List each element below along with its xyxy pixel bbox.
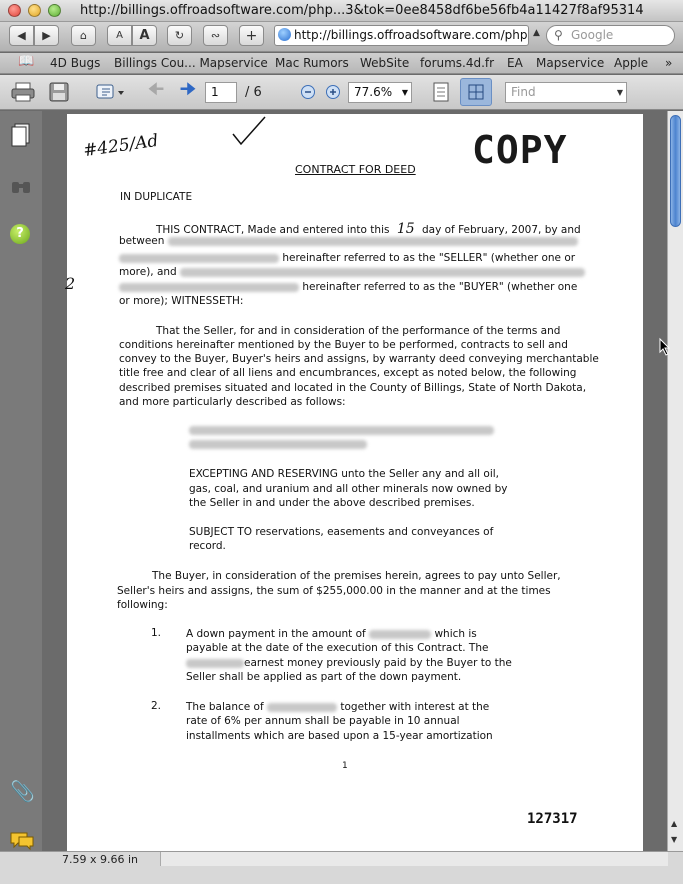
redacted-buyer-address <box>119 283 299 292</box>
horizontal-scrollbar[interactable] <box>160 852 668 866</box>
paragraph-2-line: and more particularly described as follows: <box>119 396 346 408</box>
url-field[interactable]: http://billings.offroadsoftware.com/php <box>274 25 529 46</box>
bookmark-website[interactable]: WebSite <box>360 56 410 70</box>
excepting-line: the Seller in and under the above described premises. <box>189 497 475 509</box>
checkmark-mark <box>229 114 269 150</box>
window-title: http://billings.offroadsoftware.com/php...3&tok=0ee8458df6be56fb4a11427f8af95314 <box>80 3 644 18</box>
item-1-line: earnest money previously paid by the Buyer to the <box>186 657 512 669</box>
item-1-line: A down payment in the amount of which is <box>186 628 477 640</box>
item-2-line: The balance of together with interest at the <box>186 701 490 713</box>
fit-width-button[interactable] <box>460 78 492 106</box>
redacted-legal-description <box>189 424 494 436</box>
subject-line: SUBJECT TO reservations, easements and conveyances of <box>189 526 494 538</box>
bookmarks-overflow-icon[interactable]: » <box>665 56 673 70</box>
redacted-seller-names <box>168 237 578 246</box>
printer-icon <box>11 82 35 102</box>
snapback-icon: ∾ <box>210 29 221 42</box>
bookmark-forums-4d[interactable]: forums.4d.fr <box>420 56 495 70</box>
forward-arrow-icon: ▶ <box>42 29 51 42</box>
handwritten-note: #425/Ad <box>81 130 160 162</box>
bookmark-mac-rumors[interactable]: Mac Rumors <box>275 56 349 70</box>
paragraph-2-line: That the Seller, for and in consideration of the performance of the terms and <box>156 325 561 337</box>
next-page-button[interactable]: 🠊 <box>179 79 197 100</box>
pages-icon[interactable] <box>11 123 31 147</box>
subject-line: record. <box>189 540 226 552</box>
search-icon: ⚲ <box>554 28 563 42</box>
paragraph-1-line-3: hereinafter referred to as the "SELLER" (whether one or <box>119 252 575 264</box>
paragraph-1-line-4: more), and <box>119 266 585 278</box>
minimize-window-button[interactable] <box>28 4 41 17</box>
redacted-down-payment <box>369 630 431 639</box>
page-total: / 6 <box>245 85 262 100</box>
home-icon: ⌂ <box>80 29 87 42</box>
paragraph-2-line: conditions hereinafter mentioned by the Buyer to be performed, contracts to sell and <box>119 339 568 351</box>
find-dropdown-icon: ▼ <box>616 88 623 97</box>
paperclip-icon[interactable]: 📎 <box>10 779 35 803</box>
bookmarks-book-icon[interactable]: 📖 <box>18 54 35 69</box>
pdf-toolbar <box>0 75 683 110</box>
item-1-line: Seller shall be applied as part of the down payment. <box>186 671 462 683</box>
page-size-label: 7.59 x 9.66 in <box>62 853 139 866</box>
zoom-out-button[interactable] <box>295 81 321 103</box>
document-number: 127317 <box>527 811 578 827</box>
save-disk-icon <box>49 82 69 102</box>
reload-button[interactable] <box>167 25 192 46</box>
plus-icon: + <box>245 27 258 44</box>
buyer-paragraph-line: following: <box>117 599 168 611</box>
print-button[interactable] <box>10 81 36 103</box>
scroll-up-icon[interactable]: ▲ <box>671 819 678 828</box>
paragraph-1-line-2: between <box>119 235 578 247</box>
zoom-in-icon <box>325 84 341 100</box>
select-tool-button[interactable] <box>92 81 128 103</box>
redacted-seller-address <box>119 254 279 263</box>
page-number: 1 <box>342 761 348 771</box>
fit-page-button[interactable] <box>428 81 454 103</box>
back-button[interactable] <box>9 25 34 46</box>
fit-width-icon <box>466 82 486 102</box>
save-button[interactable] <box>46 81 72 103</box>
bookmark-billings-mapservice[interactable]: Billings Cou... Mapservice <box>114 56 268 70</box>
document-title: CONTRACT FOR DEED <box>295 163 416 176</box>
vertical-scroll-thumb[interactable] <box>670 115 681 227</box>
paragraph-1-line-1: THIS CONTRACT, Made and entered into this 15 day of February, 2007, by and <box>156 221 581 237</box>
scroll-down-icon[interactable]: ▼ <box>671 835 678 844</box>
globe-icon <box>278 28 291 41</box>
copy-stamp: COPY <box>472 128 568 172</box>
redacted-earnest-money <box>186 659 244 668</box>
buyer-paragraph-line: The Buyer, in consideration of the premises herein, agrees to pay unto Seller, <box>152 570 561 582</box>
sidebar <box>0 111 42 851</box>
mouse-cursor <box>659 338 671 356</box>
add-bookmark-button[interactable] <box>239 25 264 46</box>
paragraph-1-line-5: hereinafter referred to as the "BUYER" (whether one <box>119 281 577 293</box>
bookmark-mapservice[interactable]: Mapservice <box>536 56 605 70</box>
item-2-line: installments which are based upon a 15-year amortization <box>186 730 493 742</box>
paragraph-2-line: described premises situated and located in the County of Billings, State of North Dakota, <box>119 382 587 394</box>
zoom-window-button[interactable] <box>48 4 61 17</box>
paragraph-2-line: title free and clear of all liens and encumbrances, except as noted below, the following <box>119 367 577 379</box>
zoom-dropdown-icon: ▼ <box>401 88 408 97</box>
redacted-legal-description <box>189 438 367 450</box>
previous-page-button[interactable]: 🠈 <box>147 79 165 100</box>
forward-button[interactable] <box>34 25 59 46</box>
document-subtitle: IN DUPLICATE <box>120 191 193 203</box>
paragraph-2-line: convey to the Buyer, Buyer's heirs and assigns, by warranty deed conveying merchantable <box>119 353 599 365</box>
item-2-number: 2. <box>151 700 162 712</box>
vertical-scrollbar[interactable] <box>667 111 683 851</box>
item-1-line: payable at the date of the execution of this Contract. The <box>186 642 489 654</box>
paragraph-1-line-6: or more); WITNESSETH: <box>119 295 244 307</box>
search-field[interactable]: ⚲ Google <box>546 25 675 46</box>
item-1-number: 1. <box>151 627 162 639</box>
binoculars-icon[interactable] <box>10 177 32 195</box>
redacted-balance <box>267 703 337 712</box>
bookmark-apple[interactable]: Apple <box>614 56 649 70</box>
buyer-paragraph-line: Seller's heirs and assigns, the sum of $255,000.00 in the manner and at the times <box>117 585 551 597</box>
close-window-button[interactable] <box>8 4 21 17</box>
bookmark-ea[interactable]: EA <box>507 56 523 70</box>
excepting-line: gas, coal, and uranium and all other minerals now owned by <box>189 483 508 495</box>
fit-page-icon <box>432 82 450 102</box>
redacted-buyer-names <box>180 268 585 277</box>
reload-icon: ↻ <box>174 29 185 42</box>
page-number-input[interactable]: 1 <box>205 82 237 103</box>
bookmarks-bar <box>0 53 683 74</box>
help-icon[interactable]: ? <box>10 224 30 244</box>
bookmark-4d-bugs[interactable]: 4D Bugs <box>50 56 101 70</box>
zoom-out-icon <box>300 84 316 100</box>
home-button[interactable] <box>71 25 96 46</box>
zoom-select[interactable]: 77.6% ▼ <box>348 82 412 103</box>
url-dropdown-icon[interactable]: ▲ <box>533 28 540 38</box>
margin-mark: 2 <box>65 274 76 293</box>
hand-tool-icon <box>95 82 125 102</box>
handwritten-day: 15 <box>396 221 415 237</box>
item-2-line: rate of 6% per annum shall be payable in 10 annual <box>186 715 460 727</box>
text-smaller-button[interactable]: A <box>107 25 132 46</box>
title-bar <box>0 0 683 22</box>
snapback-button[interactable] <box>203 25 228 46</box>
zoom-in-button[interactable] <box>320 81 346 103</box>
back-arrow-icon: ◀ <box>17 29 26 42</box>
excepting-line: EXCEPTING AND RESERVING unto the Seller any and all oil, <box>189 468 499 480</box>
pdf-page <box>67 114 643 851</box>
comments-icon[interactable] <box>9 831 35 851</box>
find-input[interactable]: Find ▼ <box>505 82 627 103</box>
browser-toolbar <box>0 22 683 52</box>
text-bigger-button[interactable]: A <box>132 25 157 46</box>
